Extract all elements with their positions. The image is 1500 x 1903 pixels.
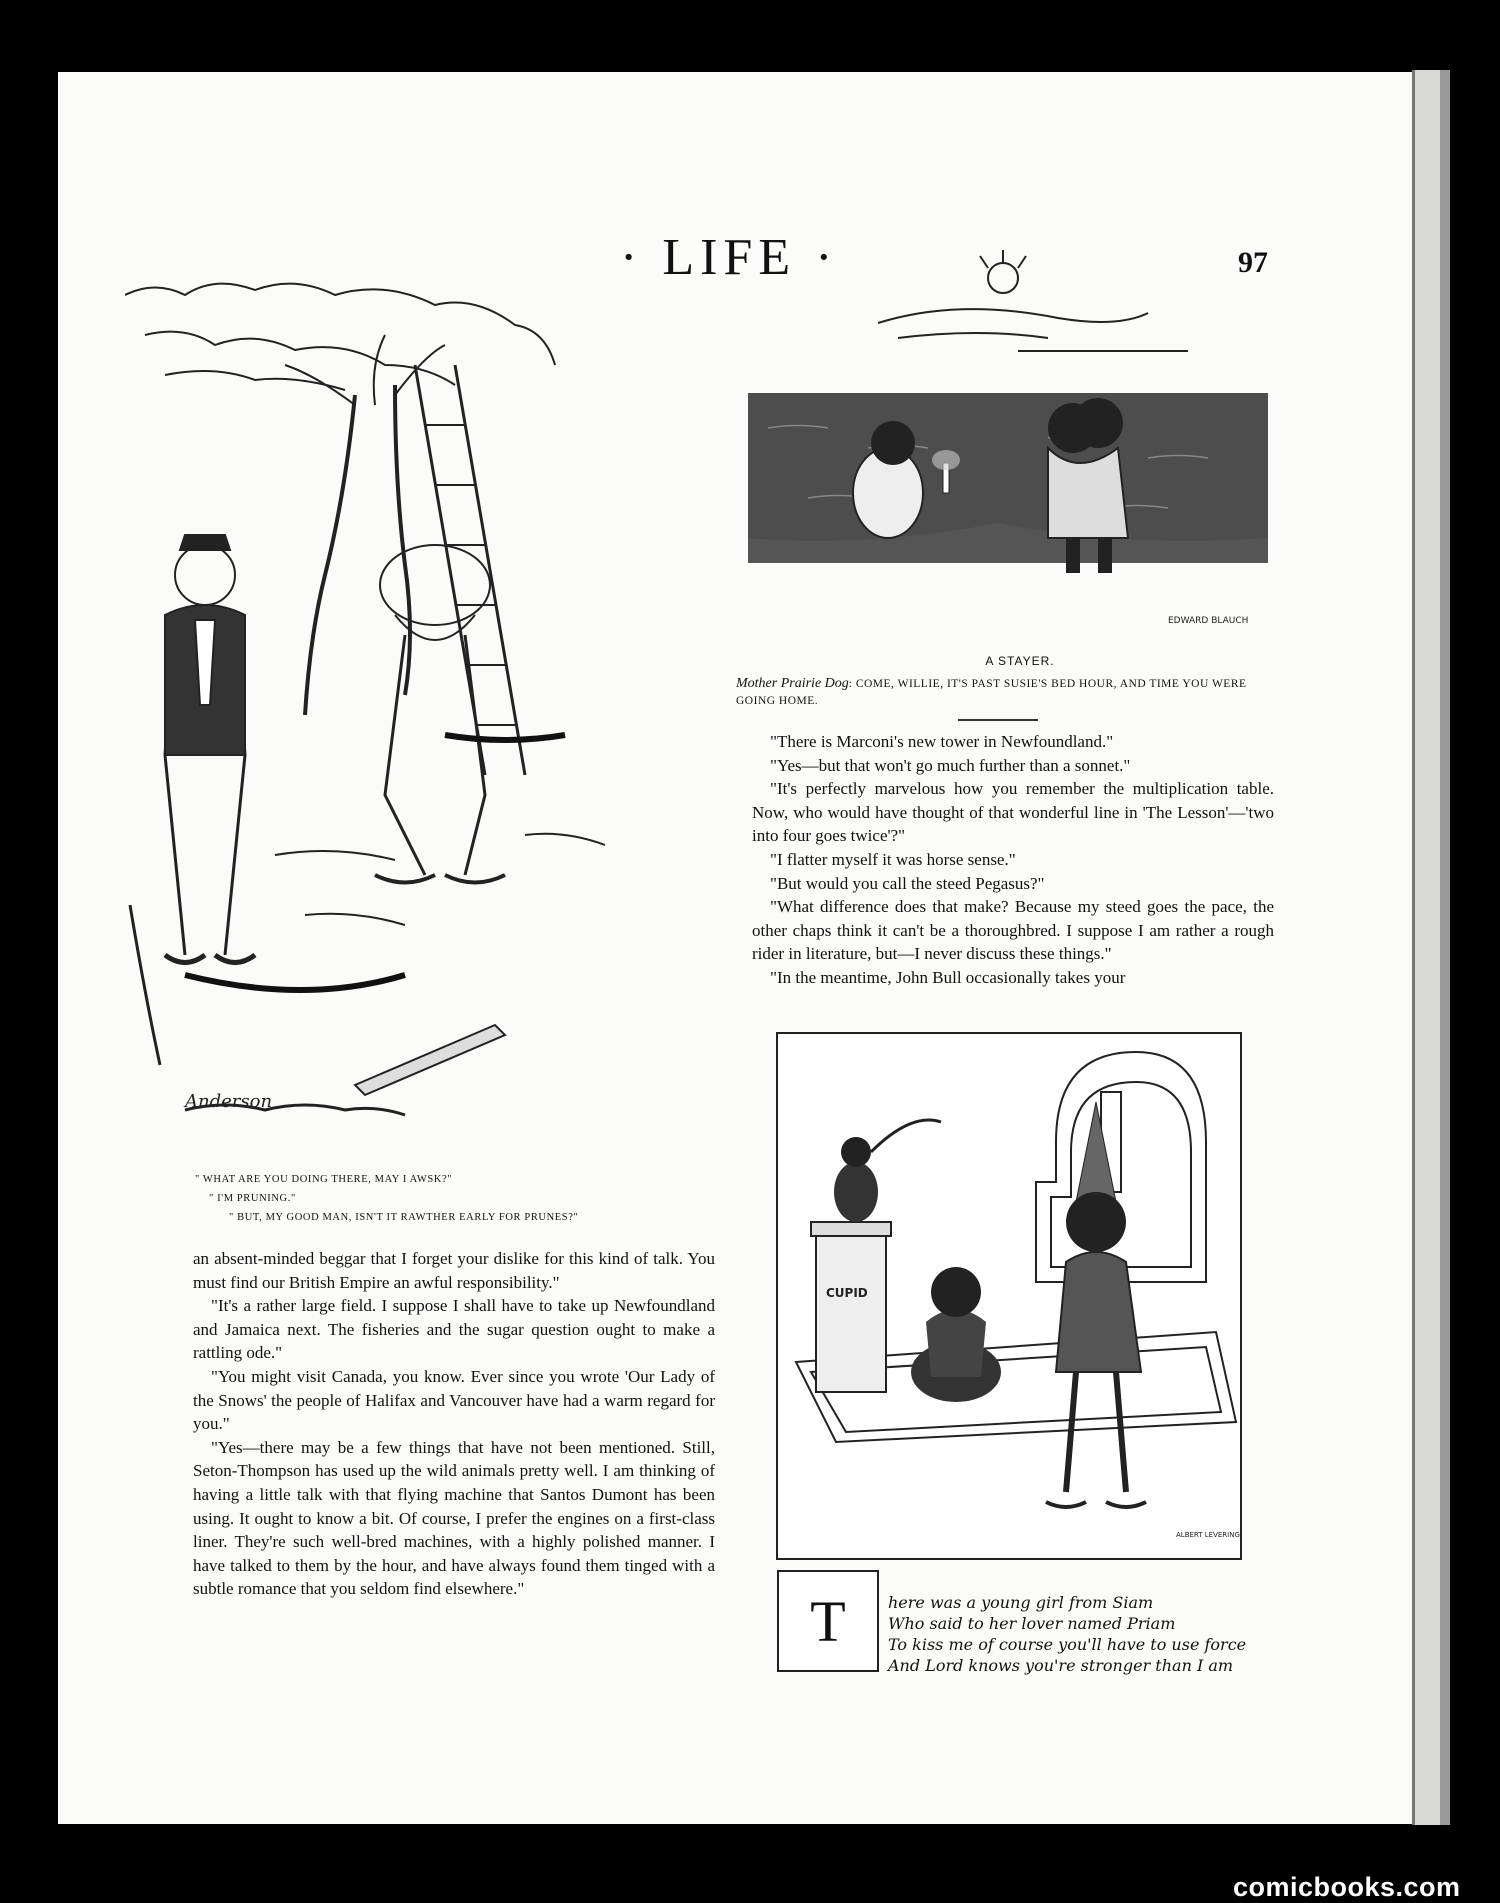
paragraph: "I flatter myself it was horse sense." [770, 849, 1016, 869]
pruning-artist-signature: Anderson [185, 1091, 273, 1112]
paragraph: "It's perfectly marvelous how you remember the multiplication table. Now, who would have thought of that wonderful line in 'The Lesson'—'two into four goes twice'?" [752, 779, 1274, 846]
limerick-line: And Lord knows you're stronger than I am [888, 1656, 1234, 1675]
paragraph: "You might visit Canada, you know. Ever since you wrote 'Our Lady of the Snows' the people of Halifax and Vancouver have had a warm regard for you." [193, 1366, 715, 1434]
paragraph: "Yes—there may be a few things that have not been mentioned. Still, Seton-Thompson has used up the wild animals pretty well. I am thinking of having a little talk with that flying machine that Santos Dumont has been using. It ought to know a bit. Of course, I prefer the engines on a first-class liner. They're such well-bred machines, with a highly polished manner. I have talked to them by the hour, and have always found them tinged with a subtle romance that you seldom find elsewhere." [193, 1437, 715, 1599]
watermark: comicbooks.com [1233, 1872, 1461, 1902]
paragraph: "In the meantime, John Bull occasionally takes your [770, 967, 1126, 987]
limerick-text [888, 1592, 1246, 1676]
pruning-illustration [125, 275, 725, 1155]
paragraph: "Yes—but that won't go much further than a sonnet." [770, 755, 1131, 775]
limerick-drop-cap: T [777, 1570, 879, 1672]
paragraph: "There is Marconi's new tower in Newfoundland." [770, 732, 1114, 751]
pruning-caption [195, 1170, 715, 1227]
caption-rule [958, 719, 1038, 721]
paragraph: an absent-minded beggar that I forget your dislike for this kind of talk. You must find our British Empire an awful responsibility." [193, 1249, 715, 1292]
masthead: · LIFE · [620, 229, 839, 286]
limerick-line: To kiss me of course you'll have to use force [888, 1635, 1247, 1654]
right-text-column [752, 730, 1274, 990]
prairie-artist-signature: EDWARD BLAUCH [1168, 616, 1249, 626]
paragraph: "It's a rather large field. I suppose I shall have to take up Newfoundland and Jamaica next. The fisheries and the sugar question ought to make a rattling ode." [193, 1296, 715, 1363]
paragraph: "But would you call the steed Pegasus?" [770, 873, 1045, 893]
caption-line: " BUT, MY GOOD MAN, ISN'T IT RAWTHER EARLY FOR PRUNES?" [229, 1212, 579, 1223]
prairie-dog-illustration [748, 248, 1268, 648]
paragraph: "What difference does that make? Because my steed goes the pace, the other chaps think it can't be a thoroughbred. I suppose I am rather a rough rider in literature, but—I never discuss these things." [752, 897, 1274, 964]
left-text-column [193, 1247, 715, 1601]
page-number: 97 [1238, 246, 1268, 279]
caption-line: " WHAT ARE YOU DOING THERE, MAY I AWSK?" [195, 1174, 453, 1185]
page-edge-shadow [1440, 70, 1450, 1825]
limerick-line: here was a young girl from Siam [888, 1593, 1154, 1612]
prairie-caption-title: A STAYER. [985, 654, 1055, 668]
prairie-caption-body [736, 675, 1276, 710]
cupid-pedestal-label: CUPID [826, 1286, 868, 1300]
prairie-caption-speaker: Mother Prairie Dog [736, 676, 849, 691]
cupid-artist-signature: ALBERT LEVERING [1176, 1531, 1240, 1539]
limerick-line: Who said to her lover named Priam [888, 1614, 1176, 1633]
prairie-caption-line: : COME, WILLIE, IT'S PAST SUSIE'S BED HOUR, AND TIME YOU WERE GOING HOME. [736, 678, 1247, 707]
cupid-illustration [776, 1032, 1242, 1560]
caption-line: " I'M PRUNING." [209, 1193, 296, 1204]
